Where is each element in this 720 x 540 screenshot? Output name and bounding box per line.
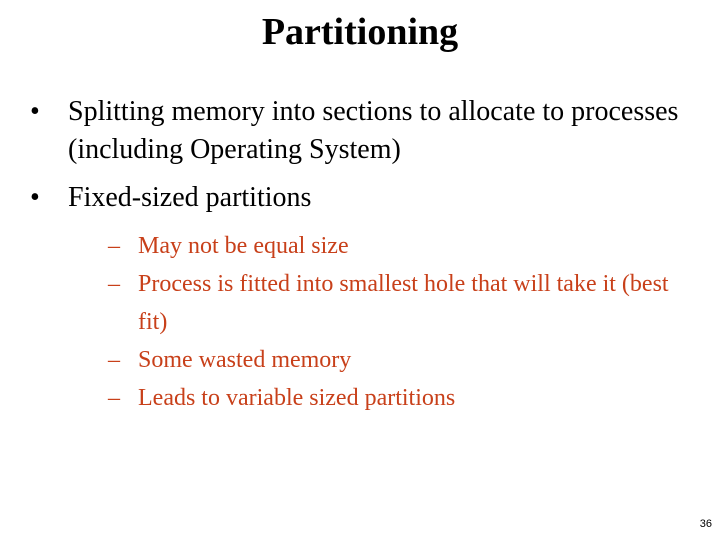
subbullet-text: Some wasted memory bbox=[138, 347, 352, 373]
bullet-marker: • bbox=[30, 182, 40, 213]
slide-title: Partitioning bbox=[261, 11, 459, 53]
dash-marker: – bbox=[108, 233, 120, 259]
subbullet-list bbox=[68, 227, 690, 417]
bullet-item bbox=[30, 179, 690, 417]
dash-marker: – bbox=[108, 271, 120, 297]
subbullet-item bbox=[68, 379, 690, 417]
slide-number: 36 bbox=[699, 518, 712, 530]
bullet-item bbox=[30, 93, 690, 169]
dash-marker: – bbox=[108, 347, 120, 373]
subbullet-text: Leads to variable sized partitions bbox=[138, 385, 456, 411]
dash-marker: – bbox=[108, 385, 120, 411]
bullet-text: Fixed-sized partitions bbox=[68, 182, 312, 213]
bullet-text: Splitting memory into sections to allocate to processes (including Operating System) bbox=[68, 96, 679, 165]
subbullet-text: May not be equal size bbox=[138, 233, 349, 259]
subbullet-item bbox=[68, 341, 690, 379]
bullet-marker: • bbox=[30, 96, 40, 127]
bullet-list bbox=[30, 93, 690, 427]
subbullet-item bbox=[68, 265, 690, 341]
subbullet-text: Process is fitted into smallest hole that will take it (best fit) bbox=[138, 271, 669, 335]
subbullet-item bbox=[68, 227, 690, 265]
